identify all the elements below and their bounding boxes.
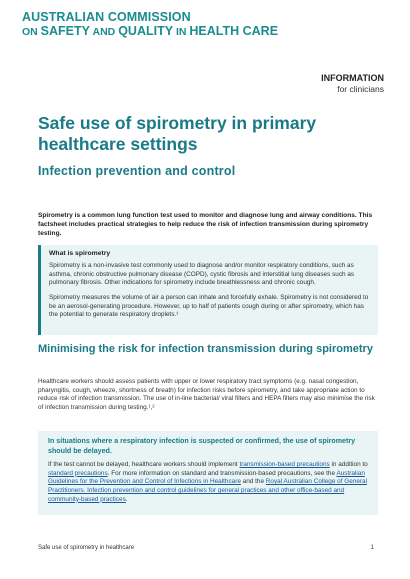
alert-heading: In situations where a respiratory infection is suspected or confirmed, the use of spirometry should be delayed. — [48, 437, 356, 455]
transmission-based-precautions-link[interactable]: transmission-based precautions — [239, 461, 330, 469]
logo-word-in: IN — [175, 26, 187, 39]
standard-precautions-link[interactable]: standard precautions — [48, 469, 108, 477]
commission-logo — [22, 10, 278, 39]
racgp-guidelines-link[interactable]: Royal Australian College of General Practitioners. Infection prevention and control guidelines for general practices and other office-based and community-based practices — [48, 478, 368, 503]
document-type-label — [321, 73, 384, 94]
audience-label: for clinicians — [337, 83, 384, 94]
what-is-spirometry-box — [38, 245, 378, 335]
alert-paragraph — [48, 461, 368, 504]
page-footer — [38, 545, 374, 551]
logo-word-quality: QUALITY — [118, 24, 174, 39]
what-is-spirometry-heading: What is spirometry — [49, 250, 111, 257]
information-label: INFORMATION — [321, 73, 384, 83]
alert-text-5: . — [125, 495, 128, 503]
infection-alert-box — [38, 431, 378, 515]
logo-word-health-care: HEALTH CARE — [189, 24, 279, 39]
alert-text-1: If the test cannot be delayed, healthcare workers should implement — [48, 461, 240, 469]
footer-title: Safe use of spirometry in healthcare — [38, 545, 135, 551]
page-title: Safe use of spirometry in primary healthcare settings — [38, 113, 317, 154]
what-is-spirometry-para-1: Spirometry is a non-invasive test commonly used to diagnose and/or monitor respiratory conditions, such as asthma, chronic obstructive pulmonary disease (COPD), cystic fibrosis and interstitial lung diseases such as pulmonary fibrosis. Other indications for spirometry include breathlessness and chronic cough. — [49, 262, 355, 287]
alert-text-3: . For more information on standard and transmission-based precautions, see the — [107, 469, 337, 477]
australian-guidelines-link[interactable]: Australian Guidelines for the Prevention and Control of Infections in Healthcare — [48, 469, 365, 486]
section-paragraph: Healthcare workers should assess patients with upper or lower respiratory tract symptoms (e.g. nasal congestion, pharyngitis, cough, wheeze, shortness of breath) for infection risks before spirometry, and take appropriate action to reduce risk of infection transmission. The use of in-line bacterial/ viral filters and HEPA filters may also minimise the risk of infection transmission during testing.¹,² — [38, 378, 375, 411]
section-heading: Minimising the risk for infection transmission during spirometry — [38, 343, 373, 355]
what-is-spirometry-para-2: Spirometry measures the volume of air a person can inhale and forcefully exhale. Spirometry is not considered to be an aerosol-generating procedure. However, up to half of patients cough during or after spirometry, which has the potential to generate respiratory droplets.¹ — [49, 293, 369, 319]
logo-word-on: ON — [22, 26, 38, 39]
logo-word-safety: SAFETY — [40, 24, 90, 39]
intro-paragraph: Spirometry is a common lung function test used to monitor and diagnose lung and airway conditions. This factsheet includes practical strategies to help reduce the risk of infection transmission during spirometry testing. — [38, 212, 373, 237]
logo-line-1: AUSTRALIAN COMMISSION — [22, 10, 191, 24]
page-subtitle: Infection prevention and control — [38, 164, 236, 178]
logo-word-and: AND — [92, 26, 116, 39]
page-number: 1 — [370, 545, 374, 551]
alert-text-4: and the — [240, 478, 266, 486]
logo-line-2 — [22, 24, 278, 38]
alert-text-2: in addition to — [329, 461, 368, 469]
